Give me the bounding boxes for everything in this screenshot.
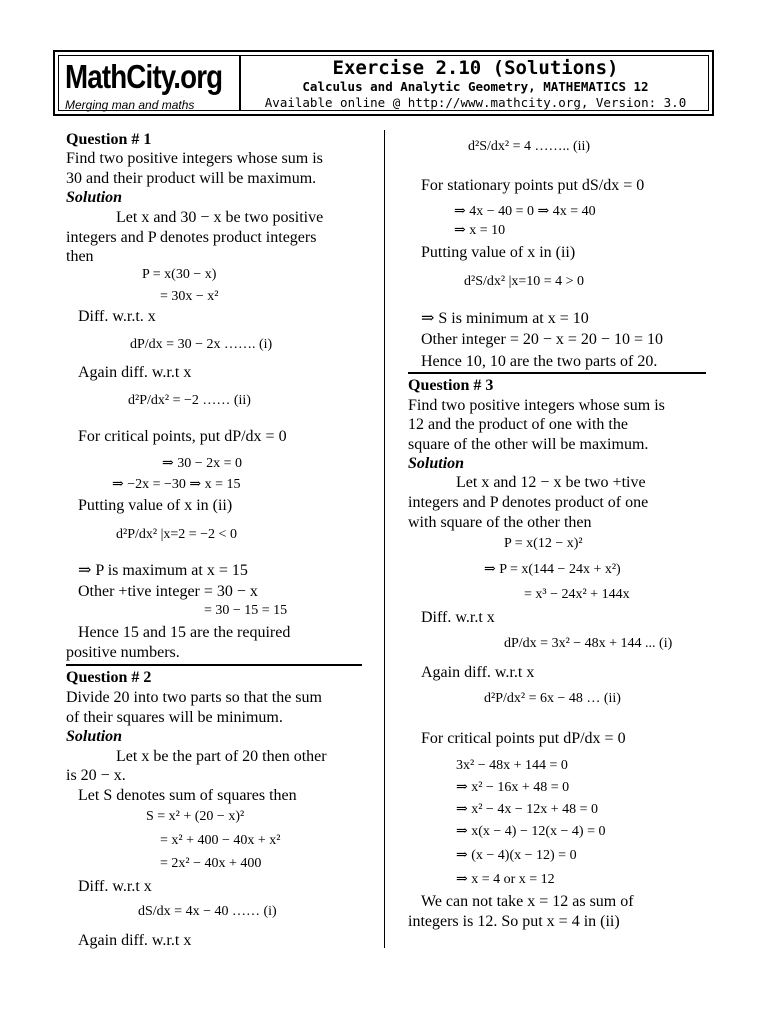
text-line: Other integer = 20 − x = 20 − 10 = 10 — [421, 331, 663, 348]
equation-line: ⇒ P = x(144 − 24x + x²) — [484, 562, 621, 577]
header-frame — [58, 55, 709, 111]
text-line: Diff. w.r.t x — [421, 609, 495, 626]
page-header — [53, 50, 714, 116]
text-line: Divide 20 into two parts so that the sum — [66, 689, 322, 706]
text-line: Hence 10, 10 are the two parts of 20. — [421, 353, 658, 370]
text-line: Let x and 12 − x be two +tive — [456, 474, 646, 491]
solution-label: Solution — [408, 455, 465, 472]
text-line: For critical points, put dP/dx = 0 — [78, 428, 287, 445]
equation-line: = 2x² − 40x + 400 — [160, 856, 262, 871]
text-line: then — [66, 248, 94, 265]
equation-line: d²S/dx² |x=10 = 4 > 0 — [464, 274, 585, 289]
text-line: ⇒ S is minimum at x = 10 — [421, 310, 589, 327]
text-line: Again diff. w.r.t x — [421, 664, 535, 681]
brand-box — [59, 56, 241, 110]
text-line: For critical points put dP/dx = 0 — [421, 730, 626, 747]
equation-line: ⇒ x = 4 or x = 12 — [456, 872, 555, 887]
text-line: We can not take x = 12 as sum of — [421, 893, 634, 910]
equation-line: S = x² + (20 − x)² — [146, 809, 245, 824]
equation-line: = x² + 400 − 40x + x² — [160, 833, 281, 848]
equation-line: d²S/dx² = 4 …….. (ii) — [468, 139, 591, 154]
equation-line: ⇒ 30 − 2x = 0 — [162, 456, 243, 471]
equation-line: ⇒ x(x − 4) − 12(x − 4) = 0 — [456, 824, 606, 839]
equation-line: dS/dx = 4x − 40 …… (i) — [138, 904, 277, 919]
equation-line: d²P/dx² |x=2 = −2 < 0 — [116, 527, 237, 542]
question-separator — [408, 372, 706, 374]
equation-line: P = x(30 − x) — [142, 267, 217, 282]
question-separator — [66, 664, 362, 666]
text-line: with square of the other then — [408, 514, 592, 531]
text-line: Diff. w.r.t x — [78, 878, 152, 895]
equation-line: = x³ − 24x² + 144x — [524, 587, 630, 602]
text-line: For stationary points put dS/dx = 0 — [421, 177, 645, 194]
text-line: of their squares will be minimum. — [66, 709, 283, 726]
equation-line: ⇒ x² − 16x + 48 = 0 — [456, 780, 570, 795]
solution-label: Solution — [66, 189, 123, 206]
text-line: Find two positive integers whose sum is — [66, 150, 323, 167]
equation-line: P = x(12 − x)² — [504, 536, 583, 551]
text-line: Again diff. w.r.t x — [78, 932, 192, 949]
equation-line: ⇒ x = 10 — [454, 223, 506, 238]
question-heading: Question # 3 — [408, 377, 494, 394]
equation-line: ⇒ −2x = −30 ⇒ x = 15 — [112, 477, 241, 492]
equation-line: d²P/dx² = 6x − 48 … (ii) — [484, 691, 621, 706]
title-box — [243, 56, 708, 110]
text-line: Hence 15 and 15 are the required — [78, 624, 291, 641]
text-line: Let x and 30 − x be two positive — [116, 209, 324, 226]
text-line: Putting value of x in (ii) — [421, 244, 576, 261]
text-line: Let x be the part of 20 then other — [116, 748, 327, 765]
text-line: square of the other will be maximum. — [408, 436, 649, 453]
equation-line: 3x² − 48x + 144 = 0 — [456, 758, 568, 773]
solution-label: Solution — [66, 728, 123, 745]
text-line: integers and P denotes product of one — [408, 494, 649, 511]
mathcity-logo[interactable]: MathCity.org — [65, 58, 223, 95]
equation-line: ⇒ 4x − 40 = 0 ⇒ 4x = 40 — [454, 204, 596, 219]
question-heading: Question # 2 — [66, 669, 152, 686]
equation-line: = 30x − x² — [160, 289, 219, 304]
text-line: positive numbers. — [66, 644, 180, 661]
text-line: Diff. w.r.t. x — [78, 308, 156, 325]
course-subtitle: Calculus and Analytic Geometry, MATHEMATICS 12 — [302, 79, 649, 94]
equation-line: dP/dx = 30 − 2x ……. (i) — [130, 337, 273, 352]
equation-line: d²P/dx² = −2 …… (ii) — [128, 393, 251, 408]
text-line: Find two positive integers whose sum is — [408, 397, 665, 414]
equation-line: = 30 − 15 = 15 — [204, 603, 288, 618]
text-line: Again diff. w.r.t x — [78, 364, 192, 381]
column-divider — [384, 130, 385, 948]
equation-line: ⇒ x² − 4x − 12x + 48 = 0 — [456, 802, 599, 817]
equation-line: dP/dx = 3x² − 48x + 144 ... (i) — [504, 636, 673, 651]
text-line: is 20 − x. — [66, 767, 126, 784]
text-line: Putting value of x in (ii) — [78, 497, 233, 514]
equation-line: ⇒ (x − 4)(x − 12) = 0 — [456, 848, 577, 863]
tagline: Merging man and maths — [65, 98, 195, 112]
text-line: 30 and their product will be maximum. — [66, 170, 317, 187]
exercise-title: Exercise 2.10 (Solutions) — [332, 57, 619, 79]
text-line: Other +tive integer = 30 − x — [78, 583, 258, 600]
text-line: ⇒ P is maximum at x = 15 — [78, 562, 248, 579]
text-line: 12 and the product of one with the — [408, 416, 628, 433]
availability-line: Available online @ http://www.mathcity.org, Version: 3.0 — [264, 95, 687, 110]
text-line: Let S denotes sum of squares then — [78, 787, 297, 804]
text-line: integers and P denotes product integers — [66, 229, 317, 246]
question-heading: Question # 1 — [66, 131, 152, 148]
text-line: integers is 12. So put x = 4 in (ii) — [408, 913, 620, 930]
